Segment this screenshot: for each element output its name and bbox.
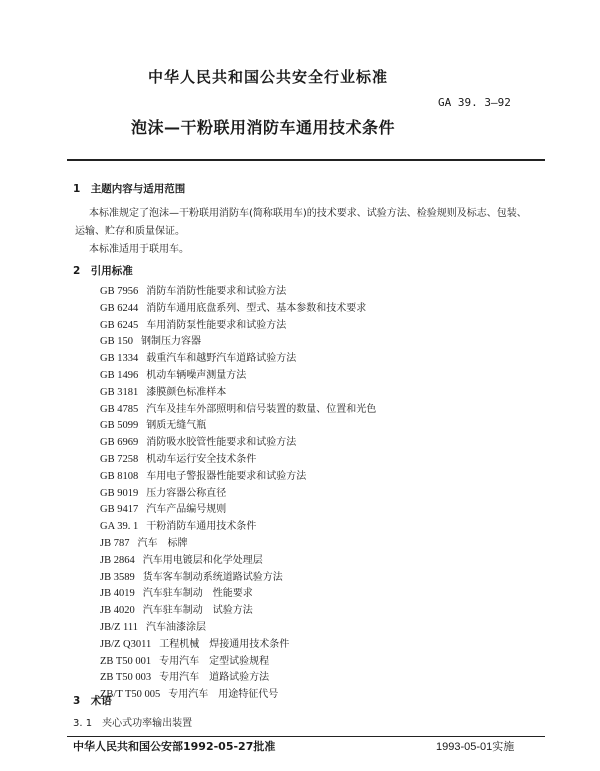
reference-title: 汽车油漆涂层 — [146, 621, 207, 633]
reference-code: JB/Z Q3011 — [100, 638, 152, 650]
reference-item — [100, 620, 376, 637]
reference-code: GB 8108 — [100, 470, 139, 482]
reference-title: 干粉消防车通用技术条件 — [146, 521, 257, 533]
reference-code: GB 3181 — [100, 386, 139, 398]
reference-item — [100, 334, 376, 351]
reference-title: 钢质无缝气瓶 — [146, 420, 207, 432]
reference-code: GB 7956 — [100, 286, 139, 297]
reference-title: 汽车产品编号规则 — [146, 504, 227, 516]
reference-code: GB 5099 — [100, 420, 139, 432]
reference-item — [100, 435, 376, 452]
reference-code: ZB T50 003 — [100, 672, 152, 684]
reference-item — [100, 301, 376, 318]
reference-title: 机动车运行安全技术条件 — [146, 453, 257, 465]
reference-title: 汽车用电镀层和化学处理层 — [142, 554, 263, 566]
reference-code: JB 3589 — [100, 571, 135, 583]
reference-title: 车用电子警报器性能要求和试验方法 — [146, 470, 307, 482]
reference-code: GB 6969 — [100, 437, 139, 449]
reference-title: 车用消防泵性能要求和试验方法 — [146, 319, 287, 331]
reference-title: 货车客车制动系统道路试验方法 — [142, 571, 283, 583]
reference-title: 漆膜颜色标准样本 — [146, 386, 227, 398]
reference-item — [100, 368, 376, 385]
reference-title: 工程机械 焊接通用技术条件 — [159, 638, 290, 650]
reference-title: 专用汽车 用途特征代号 — [168, 689, 279, 701]
reference-title: 汽车驻车制动 试验方法 — [142, 605, 253, 617]
reference-item — [100, 586, 376, 603]
section-3-heading: 3 术语 — [73, 695, 112, 707]
issuing-organization: 中华人民共和国公共安全行业标准 — [148, 68, 389, 86]
reference-code: JB 4019 — [100, 588, 135, 600]
title-divider — [67, 159, 545, 161]
reference-code: GB 6245 — [100, 319, 139, 331]
reference-item — [100, 519, 376, 536]
section-1-paragraph-line-2: 运输、贮存和质量保证。 — [75, 226, 185, 237]
reference-code: ZB/T T50 005 — [100, 689, 161, 701]
reference-title: 汽车及挂车外部照明和信号装置的数量、位置和光色 — [146, 403, 377, 415]
reference-code: GB 1496 — [100, 369, 139, 381]
reference-title: 消防车通用底盘系列、型式、基本参数和技术要求 — [146, 302, 367, 314]
reference-code: JB 4020 — [100, 605, 135, 617]
reference-item — [100, 402, 376, 419]
reference-title: 机动车辆噪声测量方法 — [146, 369, 247, 381]
reference-title: 载重汽车和越野汽车道路试验方法 — [146, 353, 297, 365]
reference-item — [100, 351, 376, 368]
reference-code: GB 6244 — [100, 302, 139, 314]
reference-code: GB 150 — [100, 336, 133, 348]
reference-title: 专用汽车 定型试验规程 — [159, 655, 270, 667]
section-1-heading: 1 主题内容与适用范围 — [73, 183, 186, 195]
reference-item — [100, 502, 376, 519]
reference-item — [100, 670, 376, 687]
reference-code: GB 4785 — [100, 403, 139, 415]
reference-item — [100, 637, 376, 654]
reference-item — [100, 486, 376, 503]
reference-item — [100, 687, 376, 704]
section-2-heading: 2 引用标准 — [73, 265, 133, 277]
section-1-scope-statement: 本标准适用于联用车。 — [89, 244, 189, 255]
reference-code: JB 787 — [100, 537, 130, 549]
reference-title: 压力容器公称直径 — [146, 487, 227, 499]
reference-item — [100, 284, 376, 301]
implementation-date: 1993-05-01实施 — [436, 741, 515, 753]
reference-item — [100, 570, 376, 587]
reference-item — [100, 418, 376, 435]
reference-code: JB 2864 — [100, 554, 135, 566]
reference-code: GB 9019 — [100, 487, 139, 499]
reference-standards-list — [100, 284, 376, 704]
reference-item — [100, 603, 376, 620]
reference-title: 钢制压力容器 — [140, 336, 201, 348]
reference-title: 消防车消防性能要求和试验方法 — [146, 286, 287, 297]
reference-code: GB 1334 — [100, 353, 139, 365]
approval-statement: 中华人民共和国公安部1992-05-27批准 — [73, 740, 276, 753]
reference-code: GB 7258 — [100, 453, 139, 465]
reference-item — [100, 385, 376, 402]
reference-title: 消防吸水胶管性能要求和试验方法 — [146, 437, 297, 449]
section-1-paragraph-line-1: 本标准规定了泡沫—干粉联用消防车(简称联用车)的技术要求、试验方法、检验规则及标志、包装、 — [89, 208, 527, 219]
document-title: 泡沫—干粉联用消防车通用技术条件 — [131, 118, 396, 137]
reference-code: GB 9417 — [100, 504, 139, 516]
reference-code: ZB T50 001 — [100, 655, 152, 667]
reference-code: JB/Z 111 — [100, 621, 139, 633]
reference-title: 汽车驻车制动 性能要求 — [142, 588, 253, 600]
reference-item — [100, 318, 376, 335]
reference-item — [100, 553, 376, 570]
reference-item — [100, 469, 376, 486]
reference-code: GA 39. 1 — [100, 521, 139, 533]
reference-title: 专用汽车 道路试验方法 — [159, 672, 270, 684]
reference-title: 汽车 标牌 — [137, 537, 188, 549]
reference-item — [100, 654, 376, 671]
reference-item — [100, 536, 376, 553]
reference-item — [100, 452, 376, 469]
section-3-1-term: 3. 1 夹心式功率输出装置 — [73, 718, 193, 729]
standard-number: GA 39. 3—92 — [438, 96, 511, 109]
footer-divider — [67, 736, 545, 737]
